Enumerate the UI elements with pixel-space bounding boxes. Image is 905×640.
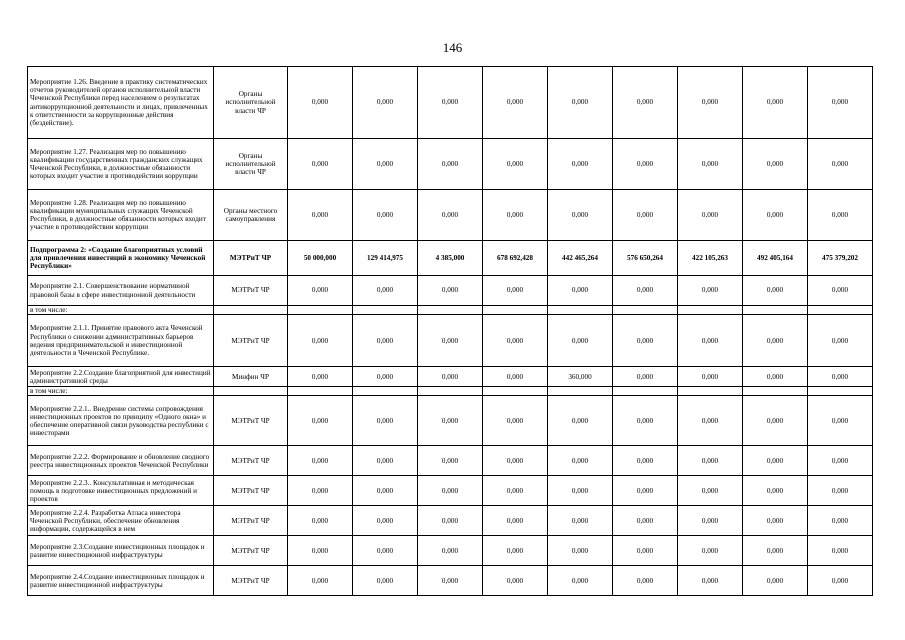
value-cell xyxy=(483,306,548,315)
value-cell: 0,000 xyxy=(678,190,743,241)
value-cell xyxy=(613,306,678,315)
value-cell: 0,000 xyxy=(483,536,548,566)
value-cell: 0,000 xyxy=(613,315,678,367)
value-cell xyxy=(288,306,353,315)
value-cell: 0,000 xyxy=(808,367,873,387)
value-cell: 0,000 xyxy=(483,367,548,387)
executor-cell: МЭТРиТ ЧР xyxy=(214,476,288,506)
value-cell: 0,000 xyxy=(483,566,548,596)
budget-table xyxy=(27,66,873,596)
value-cell: 0,000 xyxy=(678,506,743,536)
value-cell: 0,000 xyxy=(743,315,808,367)
executor-cell: МЭТРиТ ЧР xyxy=(214,536,288,566)
value-cell: 0,000 xyxy=(288,315,353,367)
value-cell: 0,000 xyxy=(548,396,613,446)
value-cell: 0,000 xyxy=(483,276,548,306)
value-cell: 0,000 xyxy=(548,190,613,241)
value-cell xyxy=(743,387,808,396)
value-cell: 0,000 xyxy=(678,566,743,596)
value-cell: 0,000 xyxy=(418,446,483,476)
value-cell: 0,000 xyxy=(483,506,548,536)
value-cell: 0,000 xyxy=(548,276,613,306)
value-cell: 0,000 xyxy=(418,396,483,446)
value-cell: 492 405,164 xyxy=(743,241,808,276)
value-cell: 0,000 xyxy=(743,276,808,306)
executor-cell: МЭТРиТ ЧР xyxy=(214,506,288,536)
value-cell: 0,000 xyxy=(743,396,808,446)
table-row xyxy=(28,446,873,476)
value-cell xyxy=(808,387,873,396)
activity-name-cell: Мероприятие 2.2.3.. Консультативная и методическая помощь в подготовке инвестиционных предложений и проектов xyxy=(28,476,214,506)
table-row xyxy=(28,306,873,315)
value-cell: 0,000 xyxy=(613,139,678,190)
value-cell: 0,000 xyxy=(353,446,418,476)
value-cell: 0,000 xyxy=(808,566,873,596)
value-cell: 4 385,000 xyxy=(418,241,483,276)
value-cell: 0,000 xyxy=(483,315,548,367)
value-cell: 0,000 xyxy=(288,67,353,139)
value-cell: 0,000 xyxy=(678,367,743,387)
value-cell: 0,000 xyxy=(548,315,613,367)
table-row xyxy=(28,566,873,596)
value-cell: 0,000 xyxy=(353,276,418,306)
activity-name-cell: Мероприятие 2.2.4. Разработка Атласа инвестора Чеченской Республики, обеспечение обновления информации, содержащейся в нем xyxy=(28,506,214,536)
executor-cell: МЭТРиТ ЧР xyxy=(214,315,288,367)
value-cell: 0,000 xyxy=(418,276,483,306)
value-cell: 0,000 xyxy=(743,446,808,476)
activity-name-cell: Мероприятие 2.1. Совершенствование нормативной правовой базы в сфере инвестиционной деятельности xyxy=(28,276,214,306)
executor-cell: МЭТРиТ ЧР xyxy=(214,241,288,276)
table-row xyxy=(28,367,873,387)
activity-name-cell: Мероприятие 2.2.Создание благоприятной для инвестиций административной среды xyxy=(28,367,214,387)
value-cell: 0,000 xyxy=(353,315,418,367)
table-row xyxy=(28,506,873,536)
value-cell xyxy=(418,306,483,315)
value-cell: 0,000 xyxy=(418,139,483,190)
page-number: 146 xyxy=(442,40,463,55)
value-cell: 0,000 xyxy=(353,506,418,536)
value-cell xyxy=(418,387,483,396)
value-cell: 0,000 xyxy=(548,506,613,536)
value-cell xyxy=(613,387,678,396)
value-cell: 442 465,264 xyxy=(548,241,613,276)
activity-name-cell: в том числе: xyxy=(28,387,214,396)
activity-name-cell: Мероприятие 2.2.1.. Внедрение системы сопровождения инвестиционных проектов по принципу «Одного окна» и обеспечение оперативной связи руководства республики с инвесторами xyxy=(28,396,214,446)
value-cell xyxy=(353,387,418,396)
value-cell: 0,000 xyxy=(548,446,613,476)
value-cell: 0,000 xyxy=(418,506,483,536)
value-cell: 0,000 xyxy=(288,276,353,306)
table-row xyxy=(28,241,873,276)
value-cell: 0,000 xyxy=(353,536,418,566)
table-row xyxy=(28,387,873,396)
executor-cell xyxy=(214,387,288,396)
value-cell: 0,000 xyxy=(288,566,353,596)
value-cell xyxy=(483,387,548,396)
value-cell: 0,000 xyxy=(808,276,873,306)
value-cell: 0,000 xyxy=(613,67,678,139)
value-cell xyxy=(353,306,418,315)
value-cell: 0,000 xyxy=(288,476,353,506)
value-cell: 0,000 xyxy=(353,367,418,387)
value-cell: 0,000 xyxy=(678,476,743,506)
executor-cell: Органы исполнительной власти ЧР xyxy=(214,139,288,190)
value-cell: 0,000 xyxy=(418,315,483,367)
value-cell: 0,000 xyxy=(353,476,418,506)
value-cell: 0,000 xyxy=(808,446,873,476)
executor-cell: Минфин ЧР xyxy=(214,367,288,387)
table-row xyxy=(28,396,873,446)
table-row xyxy=(28,190,873,241)
value-cell: 0,000 xyxy=(613,566,678,596)
value-cell: 0,000 xyxy=(548,536,613,566)
executor-cell: МЭТРиТ ЧР xyxy=(214,396,288,446)
value-cell: 0,000 xyxy=(613,367,678,387)
value-cell: 0,000 xyxy=(678,536,743,566)
value-cell: 0,000 xyxy=(743,476,808,506)
table-row xyxy=(28,67,873,139)
value-cell: 0,000 xyxy=(613,396,678,446)
value-cell: 0,000 xyxy=(288,396,353,446)
value-cell: 0,000 xyxy=(808,536,873,566)
value-cell xyxy=(678,306,743,315)
value-cell: 0,000 xyxy=(613,446,678,476)
value-cell: 0,000 xyxy=(808,190,873,241)
activity-name-cell: Мероприятие 1.26. Введение в практику систематических отчетов руководителей органов исполнительной власти Чеченской Республики перед населением о результатах антикоррупционной деятельности и лицах, привлеченных к ответственности за коррупционные действия (бездействие). xyxy=(28,67,214,139)
executor-cell xyxy=(214,306,288,315)
value-cell: 0,000 xyxy=(353,139,418,190)
value-cell: 0,000 xyxy=(808,139,873,190)
activity-name-cell: Мероприятие 2.2.2. Формирование и обновление сводного реестра инвестиционных проектов Чеченской Республики xyxy=(28,446,214,476)
value-cell: 0,000 xyxy=(743,367,808,387)
activity-name-cell: Мероприятие 2.4.Создание инвестиционных площадок и развитие инвестиционной инфраструктуры xyxy=(28,566,214,596)
value-cell: 0,000 xyxy=(808,396,873,446)
value-cell: 0,000 xyxy=(548,67,613,139)
value-cell: 0,000 xyxy=(678,276,743,306)
value-cell: 50 000,000 xyxy=(288,241,353,276)
value-cell: 0,000 xyxy=(808,476,873,506)
activity-name-cell: Мероприятие 2.1.1. Принятие правового акта Чеченской Республики о снижении административных барьеров ведения предпринимательской и инвестиционной деятельности в Чеченской Республике. xyxy=(28,315,214,367)
executor-cell: МЭТРиТ ЧР xyxy=(214,276,288,306)
value-cell: 0,000 xyxy=(353,566,418,596)
value-cell: 0,000 xyxy=(483,139,548,190)
value-cell: 0,000 xyxy=(353,190,418,241)
value-cell: 0,000 xyxy=(808,506,873,536)
value-cell xyxy=(743,306,808,315)
value-cell: 0,000 xyxy=(613,190,678,241)
value-cell: 0,000 xyxy=(743,139,808,190)
value-cell: 0,000 xyxy=(548,476,613,506)
executor-cell: Органы местного самоуправления xyxy=(214,190,288,241)
value-cell: 0,000 xyxy=(743,506,808,536)
value-cell: 0,000 xyxy=(743,67,808,139)
value-cell: 0,000 xyxy=(613,476,678,506)
value-cell: 422 105,263 xyxy=(678,241,743,276)
value-cell xyxy=(548,387,613,396)
value-cell xyxy=(678,387,743,396)
value-cell: 0,000 xyxy=(418,476,483,506)
activity-name-cell: Мероприятие 2.3.Создание инвестиционных площадок и развитие инвестиционной инфраструктуры xyxy=(28,536,214,566)
table-row xyxy=(28,315,873,367)
activity-name-cell: Подпрограмма 2: «Создание благоприятных условий для привлечения инвестиций в экономику Чеченской Республики» xyxy=(28,241,214,276)
value-cell: 0,000 xyxy=(808,315,873,367)
value-cell: 0,000 xyxy=(483,396,548,446)
value-cell: 0,000 xyxy=(483,67,548,139)
value-cell: 0,000 xyxy=(678,315,743,367)
value-cell: 0,000 xyxy=(288,506,353,536)
table-row xyxy=(28,536,873,566)
value-cell: 0,000 xyxy=(678,446,743,476)
value-cell: 129 414,975 xyxy=(353,241,418,276)
value-cell: 0,000 xyxy=(288,536,353,566)
value-cell: 0,000 xyxy=(418,190,483,241)
value-cell: 0,000 xyxy=(613,536,678,566)
value-cell xyxy=(548,306,613,315)
value-cell: 0,000 xyxy=(743,536,808,566)
activity-name-cell: в том числе: xyxy=(28,306,214,315)
value-cell: 678 692,428 xyxy=(483,241,548,276)
value-cell: 0,000 xyxy=(548,139,613,190)
value-cell: 0,000 xyxy=(483,446,548,476)
table-row xyxy=(28,139,873,190)
value-cell: 0,000 xyxy=(483,190,548,241)
value-cell: 0,000 xyxy=(418,566,483,596)
value-cell: 0,000 xyxy=(808,67,873,139)
value-cell: 0,000 xyxy=(288,139,353,190)
value-cell: 475 379,202 xyxy=(808,241,873,276)
value-cell: 0,000 xyxy=(613,276,678,306)
value-cell: 0,000 xyxy=(613,506,678,536)
activity-name-cell: Мероприятие 1.27. Реализация мер по повышению квалификации государственных гражданских служащих Чеченской Республики, в должностные обязанности которых входит участие в противодействии коррупции xyxy=(28,139,214,190)
value-cell: 0,000 xyxy=(353,396,418,446)
value-cell: 0,000 xyxy=(418,367,483,387)
value-cell: 0,000 xyxy=(288,190,353,241)
executor-cell: МЭТРиТ ЧР xyxy=(214,446,288,476)
value-cell: 576 650,264 xyxy=(613,241,678,276)
value-cell: 0,000 xyxy=(353,67,418,139)
value-cell: 0,000 xyxy=(418,67,483,139)
table-row xyxy=(28,276,873,306)
executor-cell: Органы исполнительной власти ЧР xyxy=(214,67,288,139)
value-cell: 0,000 xyxy=(418,536,483,566)
value-cell: 0,000 xyxy=(288,446,353,476)
table-row xyxy=(28,476,873,506)
value-cell: 0,000 xyxy=(743,190,808,241)
activity-name-cell: Мероприятие 1.28. Реализация мер по повышению квалификации муниципальных служащих Чеченской Республики, в должностные обязанности которых входит участие в противодействии коррупции xyxy=(28,190,214,241)
value-cell: 0,000 xyxy=(288,367,353,387)
value-cell: 0,000 xyxy=(483,476,548,506)
value-cell: 360,000 xyxy=(548,367,613,387)
value-cell xyxy=(808,306,873,315)
value-cell: 0,000 xyxy=(678,67,743,139)
value-cell: 0,000 xyxy=(548,566,613,596)
value-cell: 0,000 xyxy=(678,139,743,190)
value-cell: 0,000 xyxy=(678,396,743,446)
value-cell: 0,000 xyxy=(743,566,808,596)
executor-cell: МЭТРиТ ЧР xyxy=(214,566,288,596)
value-cell xyxy=(288,387,353,396)
